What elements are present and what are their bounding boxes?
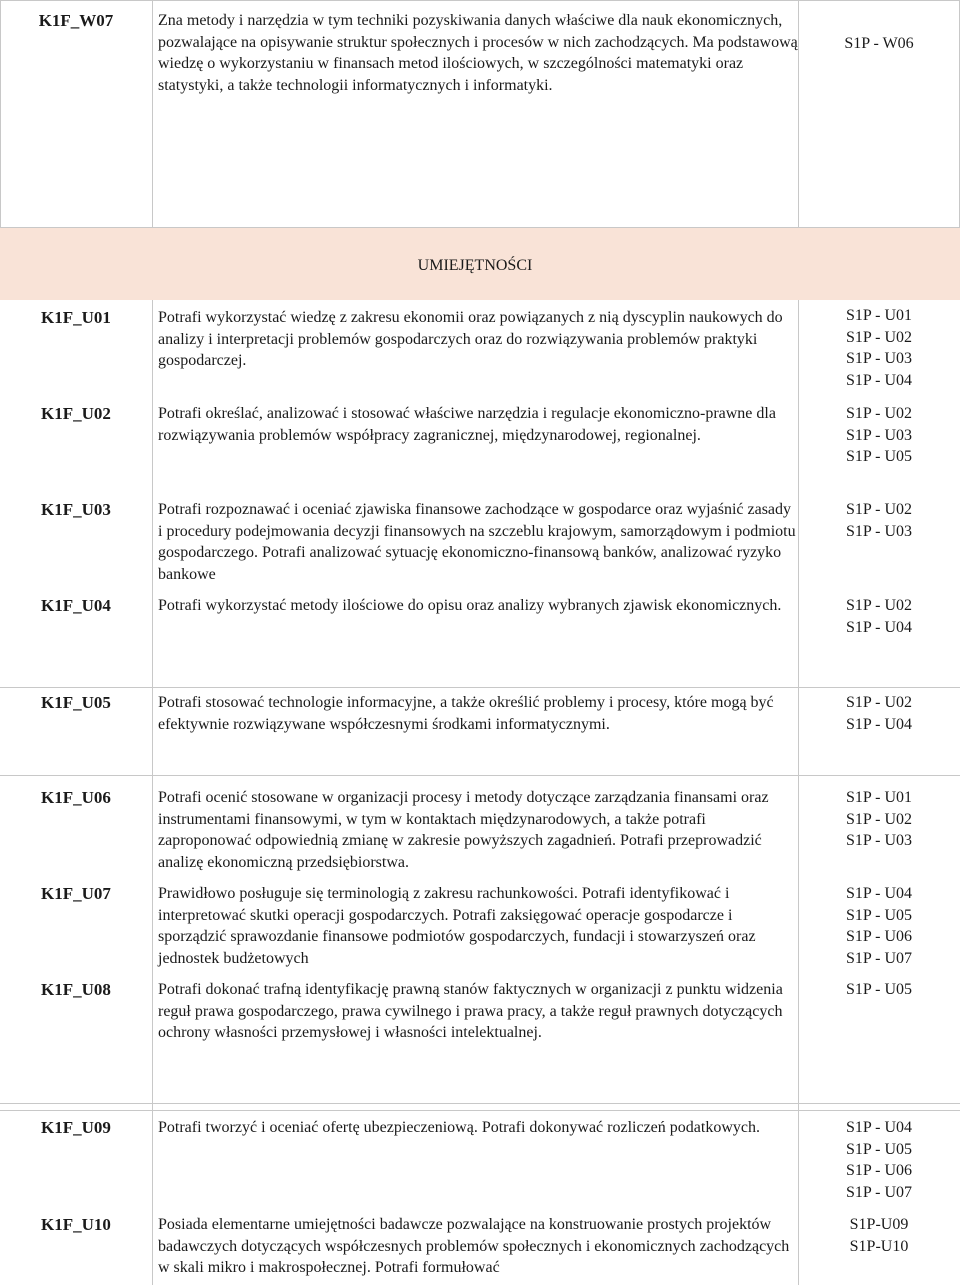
entry-refs	[798, 787, 960, 852]
entry-description: Potrafi tworzyć i oceniać ofertę ubezpieczeniową. Potrafi dokonywać rozliczeń podatkowych.	[158, 1119, 760, 1136]
table-row-w07	[0, 0, 960, 228]
entry-ref: S1P - U06	[845, 1162, 913, 1179]
entry-code: K1F_U08	[41, 980, 111, 999]
entry-code: K1F_U07	[41, 884, 111, 903]
entry-ref: S1P - U04	[845, 885, 913, 902]
entry-ref: S1P - U05	[845, 981, 913, 998]
entry-description: Potrafi rozpoznawać i oceniać zjawiska finansowe zachodzące w gospodarce oraz wyjaśnić zasady i procedury podejmowania decyzji finansowych na szczeblu krajowym, samorządowym i podmiotu gospodarczego. Potrafi analizować sytuację ekonomiczno-finansową banków, analizować ryzyko bankowe	[158, 501, 796, 583]
entry-ref: S1P - U04	[845, 1119, 913, 1136]
entry-description: Potrafi określać, analizować i stosować właściwe narzędzia i regulacje ekonomiczno-prawne dla rozwiązywania problemów współpracy zagranicznej, międzynarodowej, regionalnej.	[158, 405, 776, 444]
entry-code: K1F_U03	[41, 500, 111, 519]
entry-ref: S1P - W06	[844, 35, 914, 52]
entry-ref: S1P - U01	[845, 307, 913, 324]
entry-ref: S1P - U06	[845, 928, 913, 945]
entry-refs	[798, 883, 960, 969]
entry-refs	[798, 499, 960, 542]
entry-ref: S1P - U01	[845, 789, 913, 806]
entry-ref: S1P - U04	[845, 618, 913, 636]
entry-ref: S1P - U02	[845, 328, 913, 346]
entry-refs	[798, 692, 960, 735]
entry-code: K1F_U06	[41, 788, 111, 807]
entry-ref: S1P - U07	[845, 949, 913, 967]
entry-description: Potrafi ocenić stosowane w organizacji procesy i metody dotyczące zarządzania finansami oraz instrumentami finansowymi, w tym w kontaktach międzynarodowych, a także potrafi zaproponować odpowiednią zmianę w zakresie powyższych zagadnień. Potrafi przeprowadzić analizę ekonomiczną przedsiębiorstwa.	[158, 789, 769, 871]
entry-description: Potrafi dokonać trafną identyfikację prawną stanów faktycznych w organizacji z punktu widzenia reguł prawa gospodarczego, prawa cywilnego i prawa pracy, a także reguł prawnych dotyczących ochrony własności przemysłowej i własności intelektualnej.	[158, 981, 783, 1041]
entry-ref: S1P - U03	[845, 426, 913, 444]
entry-description: Potrafi wykorzystać metody ilościowe do opisu oraz analizy wybranych zjawisk ekonomicznych.	[158, 597, 782, 614]
entry-ref: S1P-U09	[849, 1216, 909, 1233]
entry-description: Posiada elementarne umiejętności badawcze pozwalające na konstruowanie prostych projektów badawczych dotyczących współczesnych problemów społecznych i ekonomicznych zachodzących w skali mikro i makrospołecznej. Potrafi formułować	[158, 1216, 790, 1276]
entry-description: Potrafi wykorzystać wiedzę z zakresu ekonomii oraz powiązanych z nią dyscyplin naukowych do analizy i interpretacji problemów gospodarczych oraz do rozwiązywania problemów praktyki gospodarczej.	[158, 309, 783, 369]
entry-refs	[798, 1214, 960, 1257]
entry-code: K1F_U02	[41, 404, 111, 423]
section-header: UMIEJĘTNOŚCI	[417, 257, 533, 274]
entry-ref: S1P - U02	[845, 694, 913, 711]
entry-ref: S1P - U05	[845, 906, 913, 924]
entry-refs	[798, 305, 960, 391]
entry-ref: S1P - U02	[845, 501, 913, 518]
entry-ref: S1P - U03	[845, 832, 913, 849]
entry-code: K1F_W07	[38, 11, 114, 30]
entry-ref: S1P - U05	[845, 1140, 913, 1158]
entry-code: K1F_U05	[41, 693, 111, 712]
entry-code: K1F_U10	[41, 1215, 111, 1234]
entry-refs	[798, 1117, 960, 1203]
entry-ref: S1P - U02	[845, 810, 913, 828]
entry-refs	[798, 979, 960, 1001]
section-header-row	[0, 228, 960, 300]
entry-description: Potrafi stosować technologie informacyjne, a także określić problemy i procesy, które mogą być efektywnie rozwiązywane współczesnymi środkami informatycznymi.	[158, 694, 774, 733]
entry-code: K1F_U01	[41, 308, 111, 327]
entry-refs	[798, 595, 960, 638]
entry-ref: S1P - U07	[845, 1183, 913, 1201]
entry-ref: S1P - U04	[845, 371, 913, 389]
entry-ref: S1P - U04	[845, 715, 913, 733]
entry-code: K1F_U04	[41, 596, 111, 615]
entry-ref: S1P-U10	[849, 1237, 909, 1255]
entry-ref: S1P - U02	[845, 597, 913, 614]
entry-description: Prawidłowo posługuje się terminologią z zakresu rachunkowości. Potrafi identyfikować i interpretować skutki operacji gospodarczych. Potrafi zaksięgować operacje gospodarcze i sporządzić sprawozdanie finansowe podmiotów gospodarczych, fundacji i stowarzyszeń oraz jednostek budżetowych	[158, 885, 756, 967]
entry-description: Zna metody i narzędzia w tym techniki pozyskiwania danych właściwe dla nauk ekonomicznych, pozwalające na opisywanie struktur społecznych i procesów w nich zachodzących. Ma podstawową wiedzę o wykorzystaniu w finansach metod ilościowych, w szczególności matematyki oraz statystyki, a także technologii informatycznych i informatyki.	[158, 12, 798, 94]
entry-code: K1F_U09	[41, 1118, 111, 1137]
entry-ref: S1P - U05	[845, 448, 913, 465]
entry-refs	[798, 33, 960, 55]
entry-ref: S1P - U02	[845, 405, 913, 422]
entry-ref: S1P - U03	[845, 522, 913, 540]
entry-ref: S1P - U03	[845, 350, 913, 367]
entry-refs	[798, 403, 960, 468]
